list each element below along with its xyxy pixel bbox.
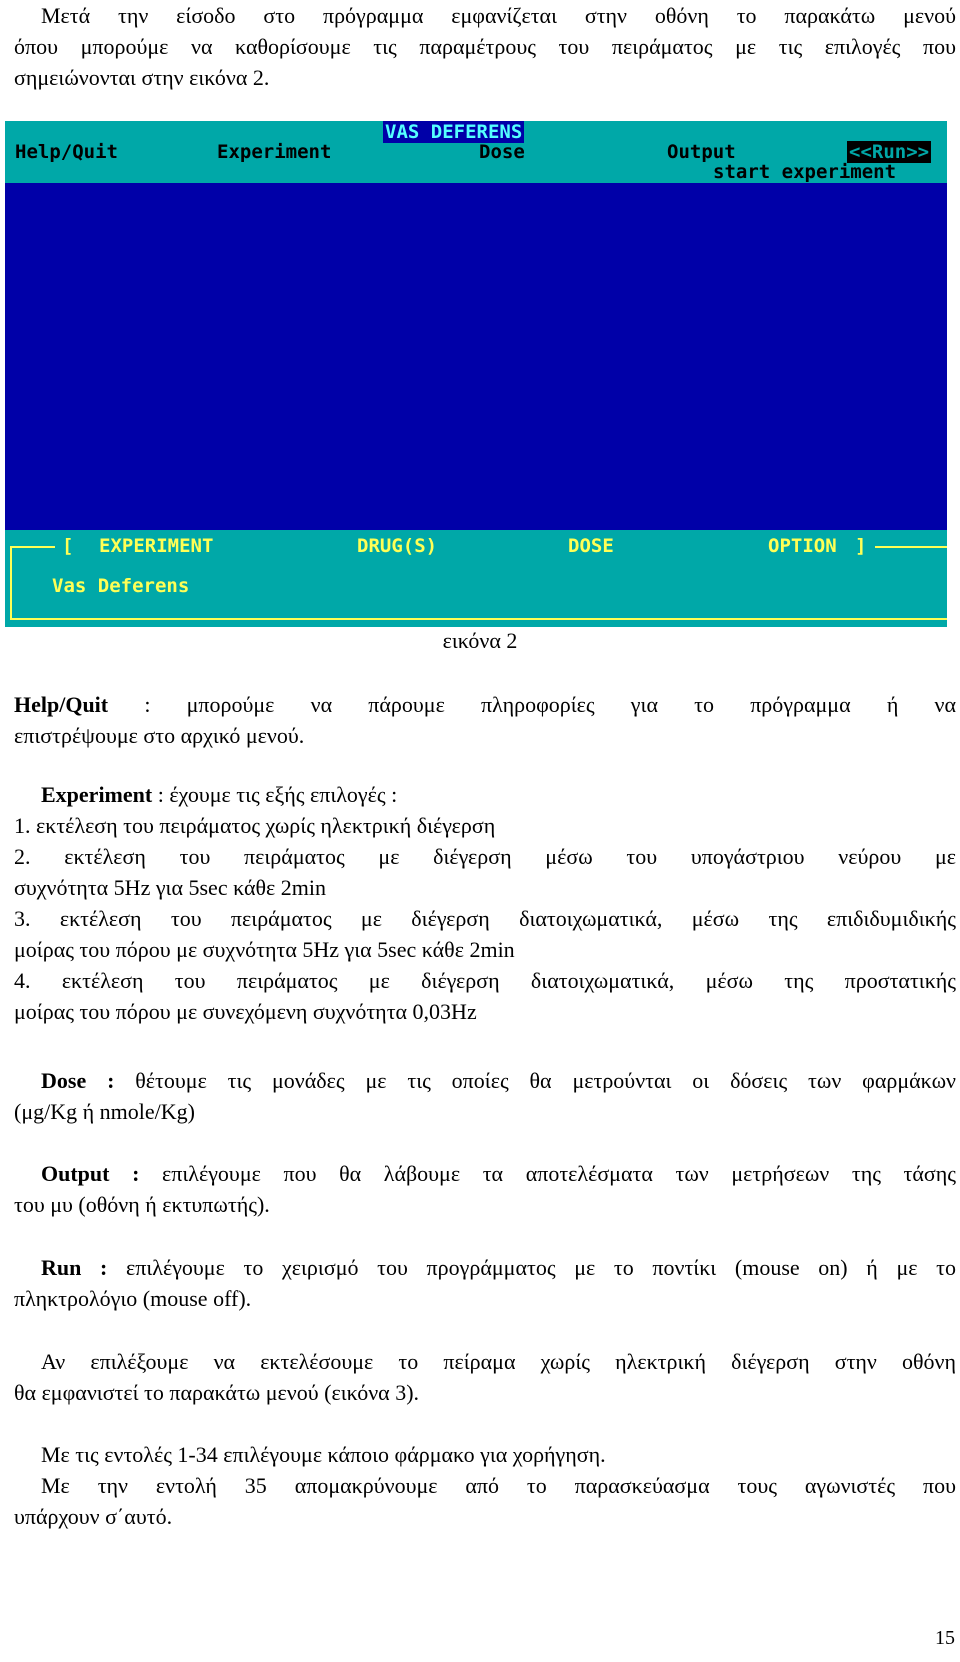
help-paragraph: [14, 689, 956, 751]
help-line-1: : μπορούμε να πάρουμε πληροφορίες για το πρόγραμμα ή να: [108, 692, 956, 717]
commands-line-2: Με την εντολή 35 απομακρύνουμε από το παρασκεύασμα τους αγωνιστές που: [41, 1473, 956, 1498]
experiment-option-4b: μοίρας του πόρου με συνεχόμενη συχνότητα 0,03Hz: [14, 999, 477, 1024]
program-screenshot: [5, 121, 947, 627]
header-bracket-close: ]: [855, 535, 867, 557]
experiment-term: Experiment: [41, 782, 153, 807]
program-title: VAS DEFERENS: [385, 121, 523, 143]
menu-output[interactable]: Output: [667, 141, 736, 163]
menu-help-quit[interactable]: Help/Quit: [15, 141, 118, 163]
intro-line-1: Μετά την είσοδο στο πρόγραμμα εμφανίζεται στην οθόνη το παρακάτω μενού: [41, 3, 956, 28]
menu-experiment[interactable]: Experiment: [217, 141, 332, 163]
header-bracket-open: [: [62, 535, 74, 557]
header-experiment: EXPERIMENT: [99, 535, 214, 557]
run-paragraph: [14, 1252, 956, 1314]
experiment-option-1: 1. εκτέλεση του πειράματος χωρίς ηλεκτρική διέγερση: [14, 813, 496, 838]
dose-term: Dose :: [41, 1068, 115, 1093]
header-drugs: DRUG(S): [357, 535, 438, 557]
stimulation-line-1: Αν επιλέξουμε να εκτελέσουμε το πείραμα χωρίς ηλεκτρική διέγερση στην οθόνη: [41, 1349, 956, 1374]
menu-run-button[interactable]: <<Run>>: [849, 141, 930, 163]
work-area: [5, 183, 947, 530]
figure-caption: εικόνα 2: [442, 628, 518, 653]
experiment-option-2a: 2. εκτέλεση του πειράματος με διέγερση μέσω του υπογάστριου νεύρου με: [14, 844, 956, 869]
commands-line-1: Με τις εντολές 1-34 επιλέγουμε κάποιο φάρμακο για χορήγηση.: [41, 1442, 606, 1467]
intro-paragraph: [14, 0, 956, 93]
commands-line-3: υπάρχουν σ΄αυτό.: [14, 1504, 173, 1529]
experiment-option-3a: 3. εκτέλεση του πειράματος με διέγερση διατοιχωματικά, μέσω της επιδιδυμιδικής: [14, 906, 956, 931]
status-hint: start experiment: [713, 161, 897, 183]
menu-bar: [5, 121, 947, 183]
header-option: OPTION: [768, 535, 837, 557]
experiment-option-4a: 4. εκτέλεση του πειράματος με διέγερση διατοιχωματικά, μέσω της προστατικής: [14, 968, 956, 993]
help-line-2: επιστρέψουμε στο αρχικό μενού.: [14, 723, 305, 748]
experiment-paragraph: [14, 779, 956, 1027]
experiment-option-2b: συχνότητα 5Hz για 5sec κάθε 2min: [14, 875, 327, 900]
output-line-2: του μυ (οθόνη ή εκτυπωτής).: [14, 1192, 270, 1217]
stimulation-line-2: θα εμφανιστεί το παρακάτω μενού (εικόνα 3).: [14, 1380, 420, 1405]
dose-line-2: (μg/Kg ή nmole/Kg): [14, 1099, 195, 1124]
intro-line-3: σημειώνονται στην εικόνα 2.: [14, 65, 270, 90]
header-dose: DOSE: [568, 535, 614, 557]
page-number: 15: [935, 1627, 955, 1649]
output-term: Output :: [41, 1161, 140, 1186]
intro-line-2: όπου μπορούμε να καθορίσουμε τις παραμέτρους του πειράματος με τις επιλογές που: [14, 34, 956, 59]
dose-line-1: θέτουμε τις μονάδες με τις οποίες θα μετρούνται οι δόσεις των φαρμάκων: [114, 1068, 956, 1093]
commands-paragraph: [14, 1439, 956, 1532]
output-paragraph: [14, 1158, 956, 1220]
menu-dose[interactable]: Dose: [479, 141, 525, 163]
experiment-option-3b: μοίρας του πόρου με συχνότητα 5Hz για 5sec κάθε 2min: [14, 937, 515, 962]
experiment-panel: [5, 530, 947, 627]
run-line-1: επιλέγουμε το χειρισμό του προγράμματος με το ποντίκι (mouse on) ή με το: [107, 1255, 957, 1280]
run-line-2: πληκτρολόγιο (mouse off).: [14, 1286, 252, 1311]
experiment-intro: : έχουμε τις εξής επιλογές :: [152, 782, 398, 807]
run-term: Run :: [41, 1255, 108, 1280]
stimulation-paragraph: [14, 1346, 956, 1408]
help-term: Help/Quit: [14, 692, 109, 717]
output-line-1: επιλέγουμε που θα λάβουμε τα αποτελέσματα των μετρήσεων της τάσης: [139, 1161, 956, 1186]
dose-paragraph: [14, 1065, 956, 1127]
current-experiment: Vas Deferens: [52, 575, 190, 597]
